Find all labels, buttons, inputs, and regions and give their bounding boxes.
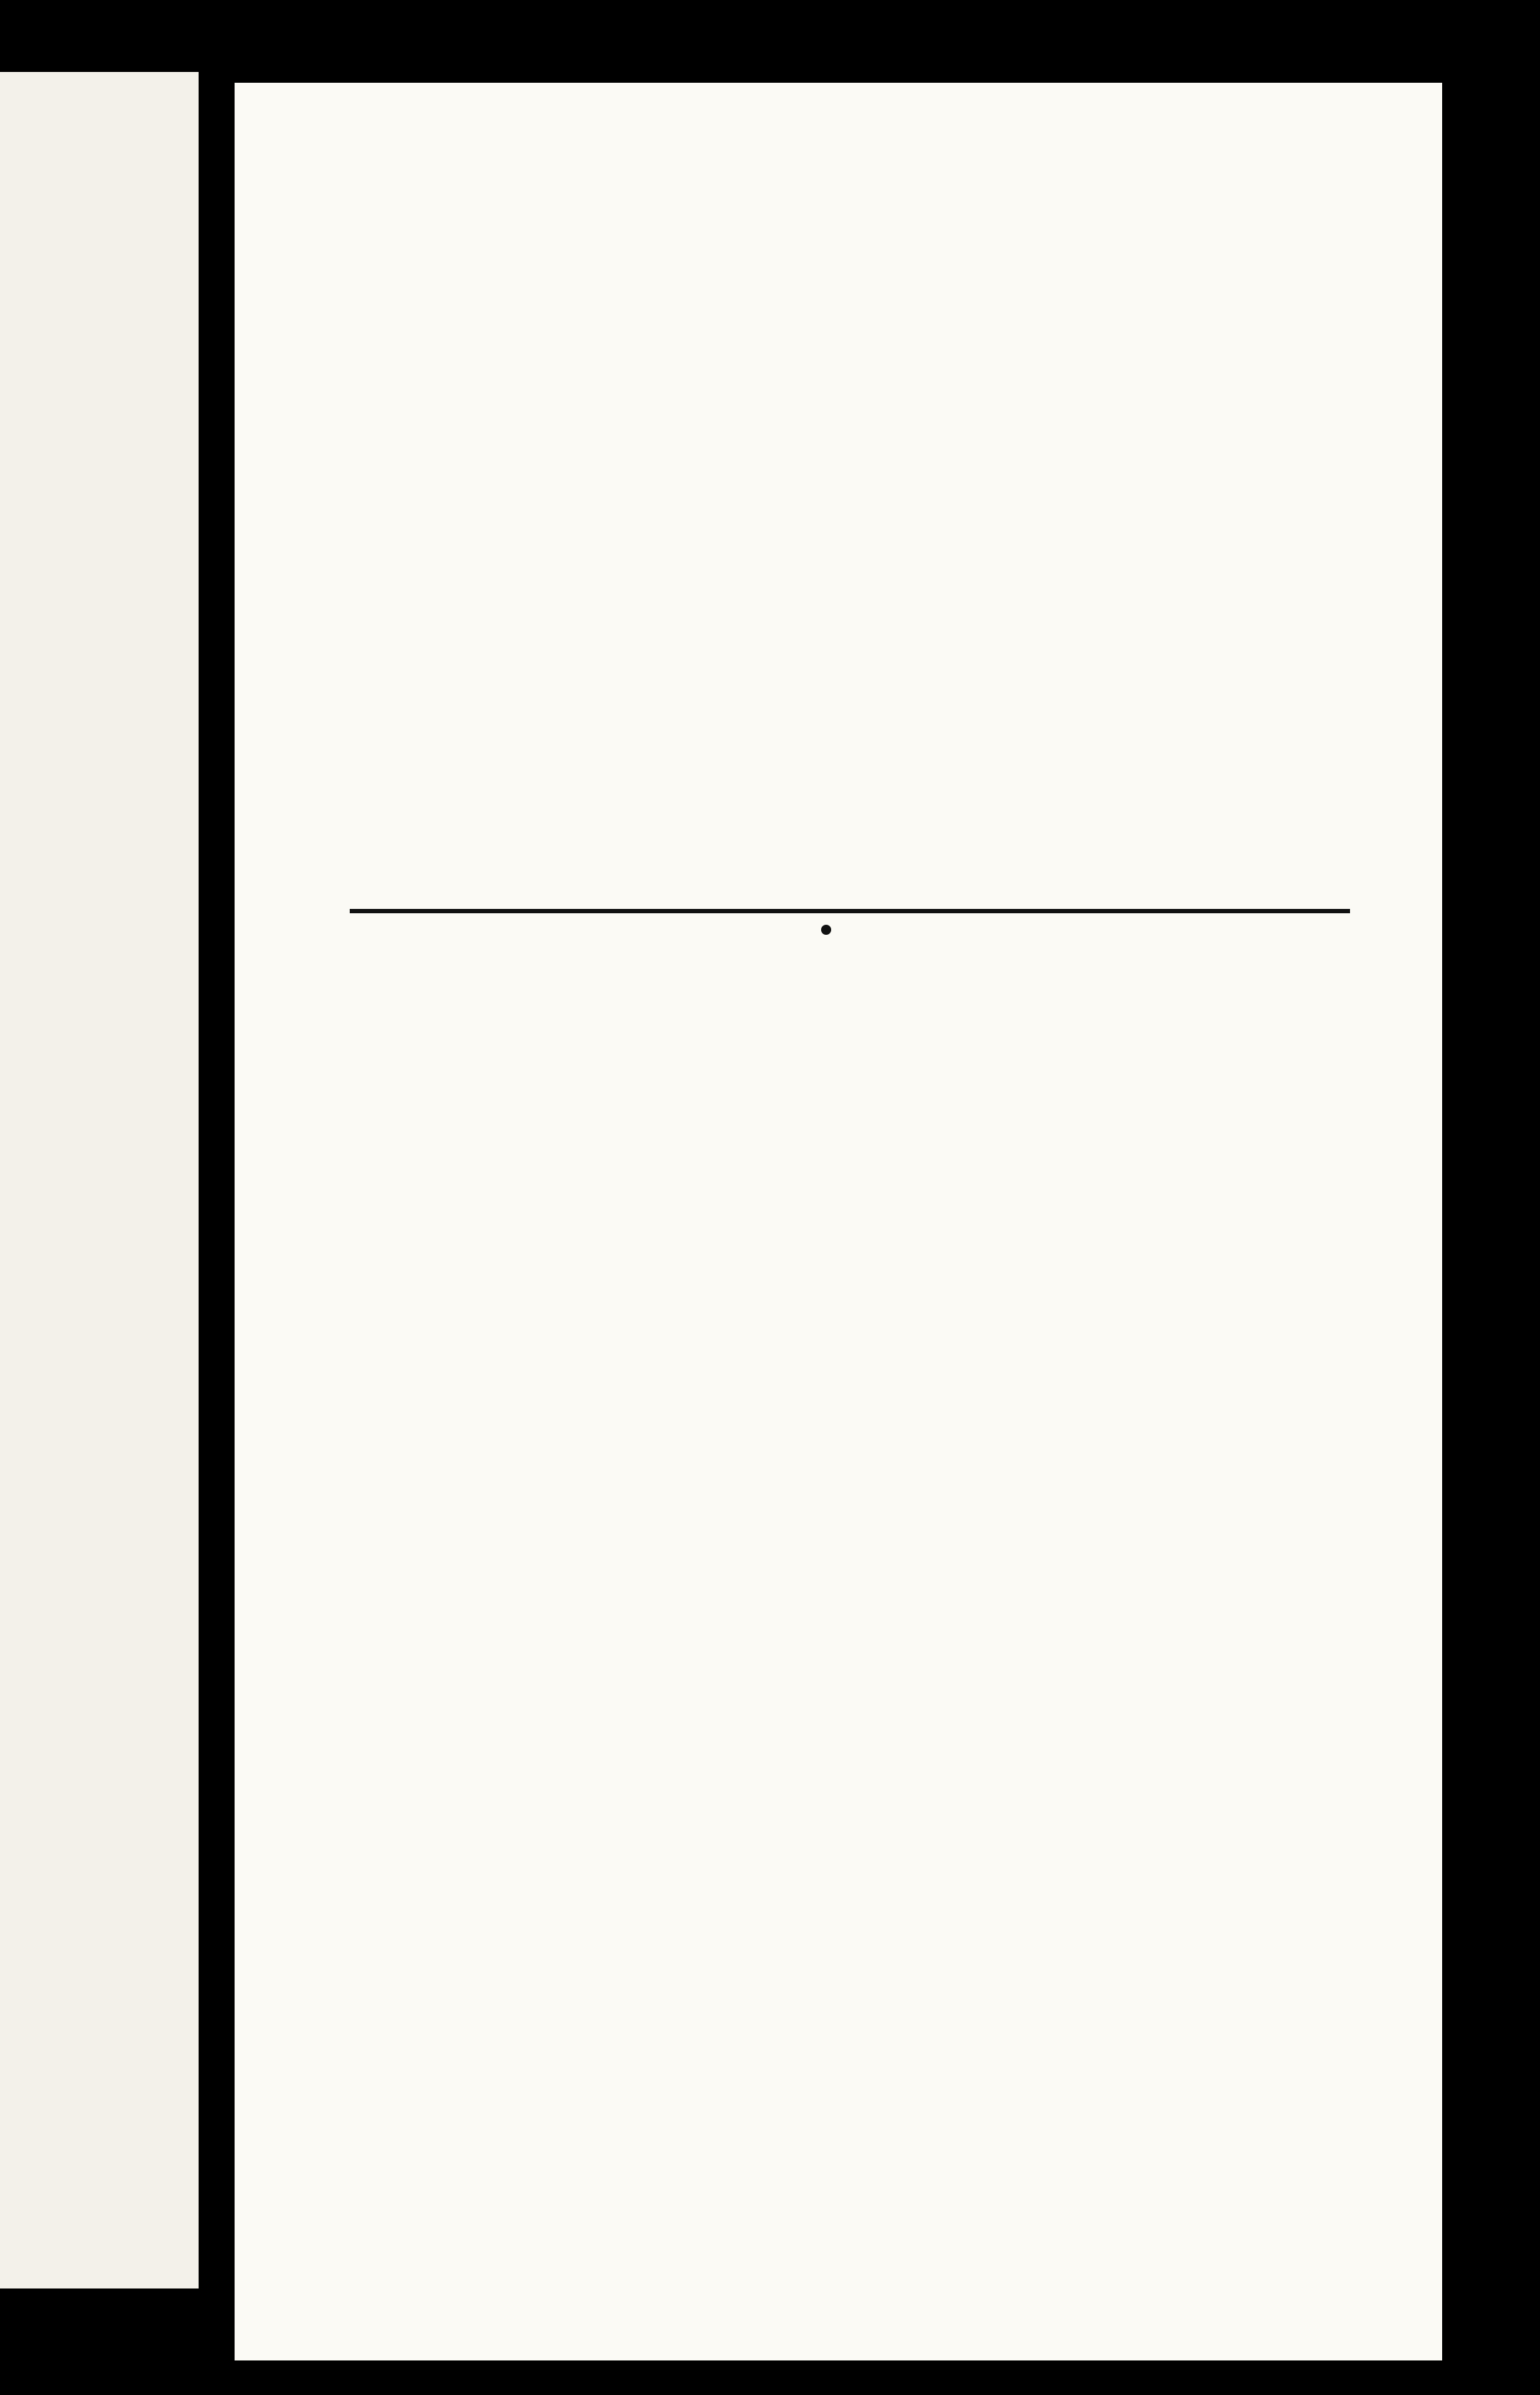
book-gutter (199, 43, 235, 2346)
rule-ornament-dot (821, 925, 831, 935)
left-facing-page (0, 72, 199, 2288)
section-rule (350, 909, 1350, 913)
right-page (235, 83, 1442, 2360)
